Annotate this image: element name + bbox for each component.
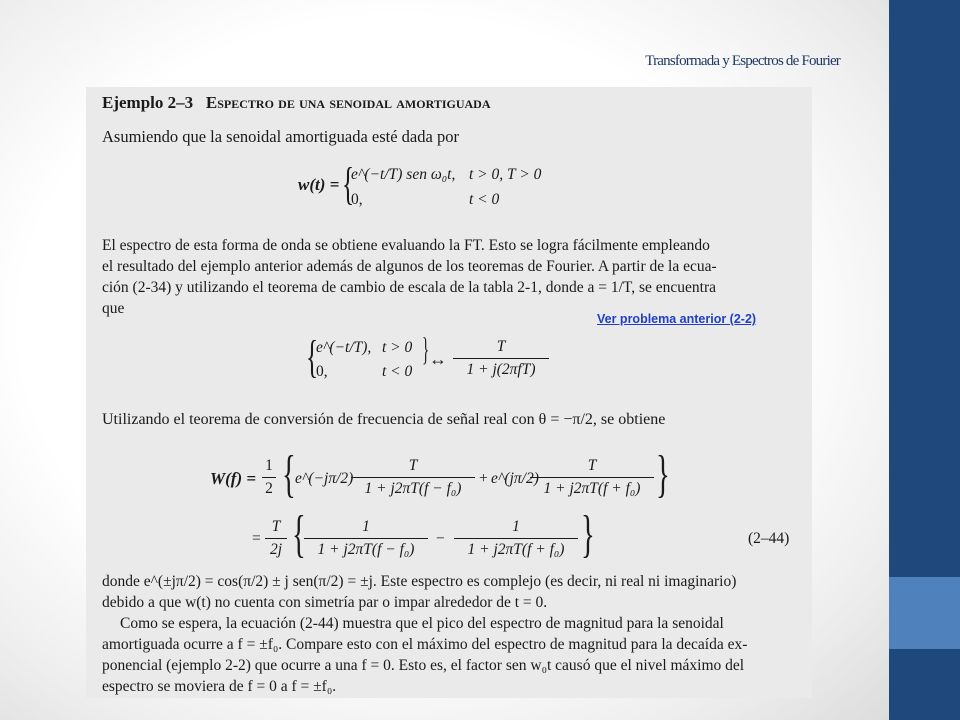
eq2-case1-expr: e^(−t/T), <box>316 339 372 356</box>
eq4-term2-frac <box>454 518 578 559</box>
previous-problem-link[interactable]: Ver problema anterior (2-2) <box>597 312 757 326</box>
eq3-term2-den: 1 + j2πT(f + f₀) <box>543 480 641 497</box>
eq1-case1-expr: e^(−t/T) sen ω₀t, <box>351 166 456 183</box>
eq3-term1-exp: e^(−jπ/2) <box>295 470 354 487</box>
para1-line: ción (2-34) y utilizando el teorema de cambio de escala de la tabla 2-1, donde a = 1/T, se encuentra <box>102 279 716 296</box>
eq4-term2-den: 1 + j2πT(f + f₀) <box>467 541 565 558</box>
eq4-brace-close: } <box>581 506 595 563</box>
intro-text: Asumiendo que la senoidal amortiguada esté dada por <box>102 127 459 146</box>
sidebar-accent-block <box>889 577 960 649</box>
para3-line: donde e^(±jπ/2) = cos(π/2) ± j sen(π/2) = ±j. Este espectro es complejo (es decir, ni real ni imaginario) <box>102 573 737 590</box>
eq3-term1-num: T <box>351 457 475 478</box>
eq4-term1-num: 1 <box>304 518 428 539</box>
example-number: Ejemplo 2–3 <box>102 93 194 112</box>
eq1-lhs: w(t) = <box>298 175 340 194</box>
eq4-term1-frac <box>304 518 428 559</box>
para3-line: debido a que w(t) no cuenta con simetría par o impar alrededor de t = 0. <box>102 594 548 611</box>
slide-title: Transformada y Espectros de Fourier <box>645 53 840 69</box>
eq2-arrow: ↔ <box>429 349 447 369</box>
eq1-brace: { <box>342 158 355 209</box>
eq3-brace-close: } <box>656 446 670 503</box>
eq3-coef-den: 2 <box>265 480 273 497</box>
eq3-coef-num: 1 <box>262 457 276 478</box>
eq4-term1-den: 1 + j2πT(f − f₀) <box>317 541 415 558</box>
para3-line: espectro se moviera de f = 0 a f = ±f₀. <box>102 678 337 695</box>
eq3-term1-den: 1 + j2πT(f − f₀) <box>364 480 462 497</box>
eq4-term2-num: 1 <box>454 518 578 539</box>
eq2-case2-expr: 0, <box>316 363 328 380</box>
eq1-case1-cond: t > 0, T > 0 <box>469 166 542 183</box>
para3-line: ponencial (ejemplo 2-2) que ocurre a una f = 0. Esto es, el factor sen w₀t causó que el nivel máximo del <box>102 657 745 674</box>
eq4-coef-den: 2j <box>269 541 283 558</box>
eq4-equals: = <box>252 530 261 547</box>
eq2-den: 1 + j(2πfT) <box>466 361 536 378</box>
eq2-case1-cond: t > 0 <box>382 339 413 356</box>
eq3-coef <box>262 457 276 498</box>
para1-line: El espectro de esta forma de onda se obtiene evaluando la FT. Esto se logra fácilmente empleando <box>102 237 710 254</box>
eq2-bracket-close: } <box>422 333 430 369</box>
eq3-term2-exp: e^(jπ/2) <box>491 470 539 487</box>
eq3-term1-frac <box>351 457 475 498</box>
scanned-page <box>86 87 812 698</box>
eq4-label: (2–44) <box>748 530 790 547</box>
eq2-brace: { <box>306 331 319 382</box>
eq2-fraction <box>453 338 549 379</box>
eq3-term2-frac <box>530 457 654 498</box>
paragraph-2: Utilizando el teorema de conversión de frecuencia de señal real con θ = −π/2, se obtiene <box>102 411 666 428</box>
para1-line: el resultado del ejemplo anterior además de algunos de los teoremas de Fourier. A partir de la ecua- <box>102 258 717 275</box>
eq3-brace-open: { <box>282 446 296 503</box>
eq2-case2-cond: t < 0 <box>382 363 413 380</box>
para3-line: amortiguada ocurre a f = ±f₀. Compare esto con el máximo del espectro de magnitud para la decaída ex- <box>102 636 748 653</box>
eq3-plus: + <box>479 470 488 487</box>
eq3-lhs: W(f) = <box>210 469 257 488</box>
eq4-minus: − <box>436 530 445 547</box>
paragraph-3 <box>102 571 802 697</box>
eq1-case2-expr: 0, <box>351 191 363 208</box>
para1-line: que <box>102 300 125 317</box>
eq3-term2-num: T <box>530 457 654 478</box>
eq4-coef <box>265 518 287 559</box>
eq4-coef-num: T <box>265 518 287 539</box>
eq4-brace-open: { <box>292 506 306 563</box>
paragraph-1 <box>102 235 802 319</box>
eq1-case2-cond: t < 0 <box>469 191 500 208</box>
eq2-num: T <box>453 338 549 359</box>
example-heading <box>102 93 491 113</box>
para3-line: Como se espera, la ecuación (2-44) muestra que el pico del espectro de magnitud para la senoidal <box>120 615 724 632</box>
example-title: Espectro de una senoidal amortiguada <box>205 93 491 112</box>
